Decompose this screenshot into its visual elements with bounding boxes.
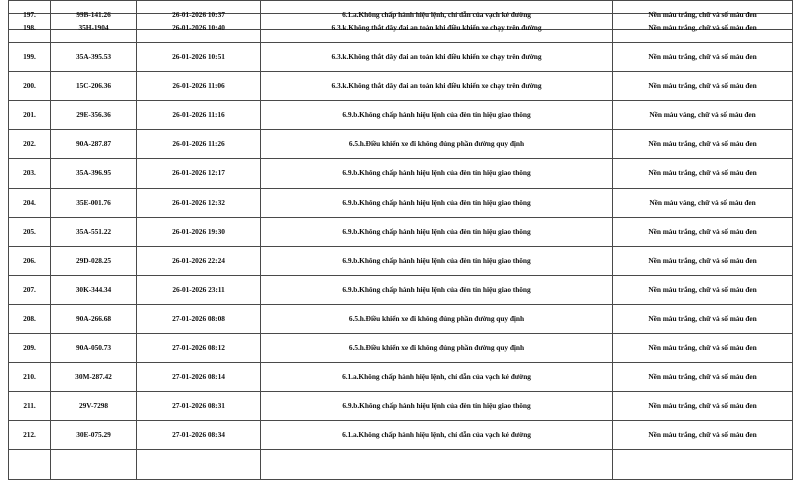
cell-no: 199.: [9, 43, 51, 72]
table-row: [9, 304, 793, 333]
cell-no: 201.: [9, 101, 51, 130]
cell-time: 26-01-2026 11:26: [137, 130, 261, 159]
cell-violation: 6.1.a.Không chấp hành hiệu lệnh, chỉ dẫn của vạch kẻ đường: [261, 1, 613, 30]
cell-no: 207.: [9, 275, 51, 304]
cell-plate-color: Nền màu trắng, chữ và số màu đen: [613, 14, 793, 43]
cell-no: 210.: [9, 363, 51, 392]
violation-table: [8, 13, 793, 480]
cell-no: 208.: [9, 304, 51, 333]
cell-plate-color: Nền màu vàng, chữ và số màu đen: [613, 101, 793, 130]
cell-violation: 6.9.b.Không chấp hành hiệu lệnh của đèn tín hiệu giao thông: [261, 217, 613, 246]
table-row: [9, 188, 793, 217]
table-row: [9, 246, 793, 275]
cell-plate: 35A-395.53: [51, 43, 137, 72]
cell-time: 27-01-2026 08:12: [137, 334, 261, 363]
cell-violation: 6.9.b.Không chấp hành hiệu lệnh của đèn tín hiệu giao thông: [261, 159, 613, 188]
table-row: [9, 363, 793, 392]
cell-plate: 35A-396.95: [51, 159, 137, 188]
cell-time: 27-01-2026 08:14: [137, 363, 261, 392]
cell-no: 204.: [9, 188, 51, 217]
table-top-clipped-row: [8, 0, 792, 19]
cell-plate-color: Nền màu trắng, chữ và số màu đen: [613, 363, 793, 392]
cell-time: 26-01-2026 19:30: [137, 217, 261, 246]
cell-violation: 6.5.h.Điều khiển xe đi không đúng phần đường quy định: [261, 130, 613, 159]
table-row-partial: [9, 450, 793, 479]
table-row: [9, 43, 793, 72]
cell-no: 211.: [9, 392, 51, 421]
cell-plate: [51, 450, 137, 479]
cell-plate: 30K-344.34: [51, 275, 137, 304]
cell-plate-color: Nền màu trắng, chữ và số màu đen: [613, 421, 793, 450]
cell-plate-color: Nền màu trắng, chữ và số màu đen: [613, 130, 793, 159]
table-row: [9, 334, 793, 363]
cell-no: 198.: [9, 14, 51, 43]
cell-plate: 35A-551.22: [51, 217, 137, 246]
cell-plate-color: [613, 450, 793, 479]
cell-no: 205.: [9, 217, 51, 246]
cell-plate: 30E-075.29: [51, 421, 137, 450]
cell-plate: 90A-287.87: [51, 130, 137, 159]
cell-plate-color: Nền màu trắng, chữ và số màu đen: [613, 334, 793, 363]
cell-violation: 6.3.k.Không thắt dây đai an toàn khi điều khiển xe chạy trên đường: [261, 14, 613, 43]
cell-violation: 6.5.h.Điều khiển xe đi không đúng phần đường quy định: [261, 304, 613, 333]
table-row: [9, 217, 793, 246]
cell-time: 26-01-2026 10:51: [137, 43, 261, 72]
table-row: [9, 130, 793, 159]
cell-time: 26-01-2026 11:16: [137, 101, 261, 130]
cell-plate: 90A-050.73: [51, 334, 137, 363]
cell-violation: 6.9.b.Không chấp hành hiệu lệnh của đèn tín hiệu giao thông: [261, 101, 613, 130]
cell-plate: 15C-206.36: [51, 72, 137, 101]
cell-time: 26-01-2026 10:40: [137, 14, 261, 43]
cell-violation: [261, 450, 613, 479]
table-row: [9, 275, 793, 304]
cell-no: 212.: [9, 421, 51, 450]
cell-plate: 29E-356.36: [51, 101, 137, 130]
cell-violation: 6.9.b.Không chấp hành hiệu lệnh của đèn tín hiệu giao thông: [261, 275, 613, 304]
cell-violation: 6.9.b.Không chấp hành hiệu lệnh của đèn tín hiệu giao thông: [261, 392, 613, 421]
cell-no: 209.: [9, 334, 51, 363]
cell-plate-color: Nền màu trắng, chữ và số màu đen: [613, 304, 793, 333]
cell-plate: 29V-7298: [51, 392, 137, 421]
cell-time: 26-01-2026 12:17: [137, 159, 261, 188]
cell-time: 26-01-2026 23:11: [137, 275, 261, 304]
cell-plate-color: Nền màu trắng, chữ và số màu đen: [613, 1, 793, 30]
cell-time: [137, 450, 261, 479]
cell-plate-color: Nền màu trắng, chữ và số màu đen: [613, 392, 793, 421]
cell-violation: 6.1.a.Không chấp hành hiệu lệnh, chỉ dẫn của vạch kẻ đường: [261, 363, 613, 392]
cell-plate: 90A-266.68: [51, 304, 137, 333]
cell-plate: 30M-287.42: [51, 363, 137, 392]
cell-violation: 6.1.a.Không chấp hành hiệu lệnh, chỉ dẫn của vạch kẻ đường: [261, 421, 613, 450]
cell-plate: 35E-001.76: [51, 188, 137, 217]
cell-plate-color: Nền màu trắng, chữ và số màu đen: [613, 217, 793, 246]
cell-no: 202.: [9, 130, 51, 159]
cell-plate: 29D-028.25: [51, 246, 137, 275]
cell-plate-color: Nền màu trắng, chữ và số màu đen: [613, 159, 793, 188]
cell-plate-color: Nền màu trắng, chữ và số màu đen: [613, 72, 793, 101]
cell-violation: 6.3.k.Không thắt dây đai an toàn khi điều khiển xe chạy trên đường: [261, 43, 613, 72]
cell-no: [9, 450, 51, 479]
cell-plate-color: Nền màu vàng, chữ và số màu đen: [613, 188, 793, 217]
cell-time: 26-01-2026 11:06: [137, 72, 261, 101]
table-row: [9, 72, 793, 101]
cell-violation: 6.9.b.Không chấp hành hiệu lệnh của đèn tín hiệu giao thông: [261, 246, 613, 275]
table-row: [9, 421, 793, 450]
cell-no: 203.: [9, 159, 51, 188]
table-row: [9, 101, 793, 130]
cell-plate-color: Nền màu trắng, chữ và số màu đen: [613, 43, 793, 72]
cell-no: 197.: [9, 1, 51, 30]
cell-plate: 99B-141.26: [51, 1, 137, 30]
cell-plate: 35H-1904: [51, 14, 137, 43]
cell-violation: 6.3.k.Không thắt dây đai an toàn khi điều khiển xe chạy trên đường: [261, 72, 613, 101]
cell-time: 27-01-2026 08:31: [137, 392, 261, 421]
cell-violation: 6.9.b.Không chấp hành hiệu lệnh của đèn tín hiệu giao thông: [261, 188, 613, 217]
cell-time: 27-01-2026 08:08: [137, 304, 261, 333]
cell-time: 27-01-2026 08:34: [137, 421, 261, 450]
cell-plate-color: Nền màu trắng, chữ và số màu đen: [613, 246, 793, 275]
cell-time: 26-01-2026 22:24: [137, 246, 261, 275]
cell-violation: 6.5.h.Điều khiển xe đi không đúng phần đường quy định: [261, 334, 613, 363]
cell-no: 206.: [9, 246, 51, 275]
table-row: [9, 392, 793, 421]
cell-time: 26-01-2026 10:37: [137, 1, 261, 30]
cell-no: 200.: [9, 72, 51, 101]
cell-time: 26-01-2026 12:32: [137, 188, 261, 217]
cell-plate-color: Nền màu trắng, chữ và số màu đen: [613, 275, 793, 304]
table-row: [9, 159, 793, 188]
